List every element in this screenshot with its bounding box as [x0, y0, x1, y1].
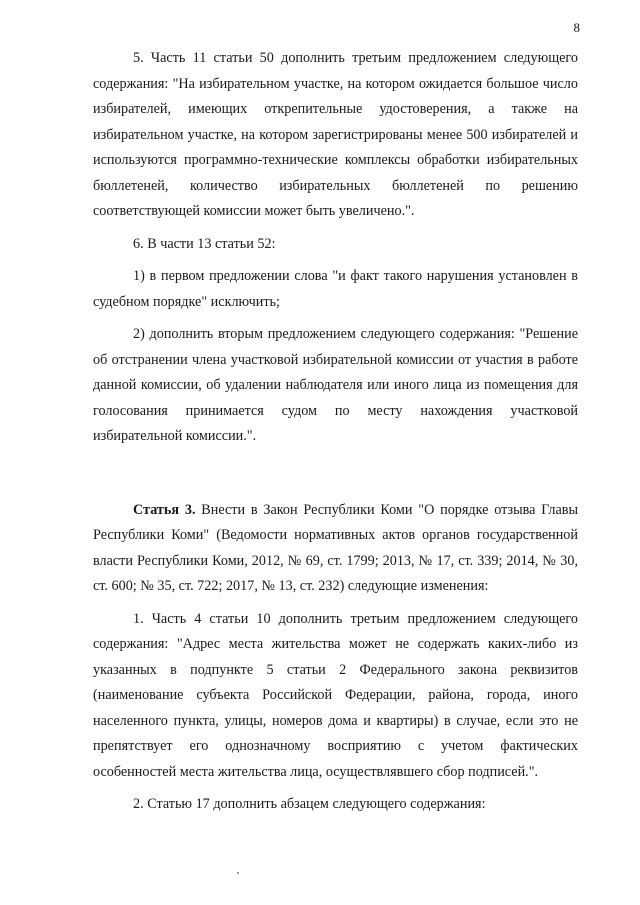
- paragraph-item-5: 5. Часть 11 статьи 50 дополнить третьим предложением следующего содержания: "На избирательном участке, на котором ожидается большое число избирателей, имеющих открепительные удостоверения, а также на избирательном участке, на котором зарегистрированы менее 500 избирателей и используются программно-технические комплексы обработки избирательных бюллетеней, количество избирательных бюллетеней по решению соответствующей комиссии может быть увеличено.".: [93, 50, 578, 219]
- paragraph-subitem-6-1: 1) в первом предложении слова "и факт такого нарушения установлен в судебном порядке" исключить;: [93, 268, 578, 310]
- article-3-item-1: 1. Часть 4 статьи 10 дополнить третьим предложением следующего содержания: "Адрес места жительства может не содержать каких-либо из указанных в подпункте 5 статьи 2 Федерального закона реквизитов (наименование субъекта Российской Федерации, района, города, иного населенного пункта, улицы, номеров дома и квартиры) в случае, если это не препятствует его однозначному восприятию с учетом фактических особенностей места жительства лица, осуществлявшего сбор подписей.".: [93, 610, 578, 780]
- page-number: 8: [573, 20, 580, 35]
- article-3-item-2: 2. Статью 17 дополнить абзацем следующего содержания:: [133, 796, 486, 812]
- paragraph-subitem-6-2: 2) дополнить вторым предложением следующего содержания: "Решение об отстранении члена участковой избирательной комиссии от участия в работе данной комиссии, об удалении наблюдателя или иного лица из помещения для голосования принимается судом по месту нахождения участковой избирательной комиссии.".: [93, 326, 578, 444]
- article-3-paragraph: [93, 498, 578, 600]
- document-body: [93, 46, 578, 818]
- article-3-text: Внести в Закон Республики Коми "О порядке отзыва Главы Республики Коми" (Ведомости нормативных актов органов государственной власти Республики Коми, 2012, № 69, ст. 1799; 2013, № 17, ст. 339; 2014, № 30, ст. 600; № 35, ст. 722; 2017, № 13, ст. 232) следующие изменения:: [93, 501, 578, 594]
- article-3-title: Статья 3.: [133, 501, 196, 518]
- scan-artifact-dot: [237, 872, 239, 874]
- paragraph-item-6: 6. В части 13 статьи 52:: [133, 235, 276, 252]
